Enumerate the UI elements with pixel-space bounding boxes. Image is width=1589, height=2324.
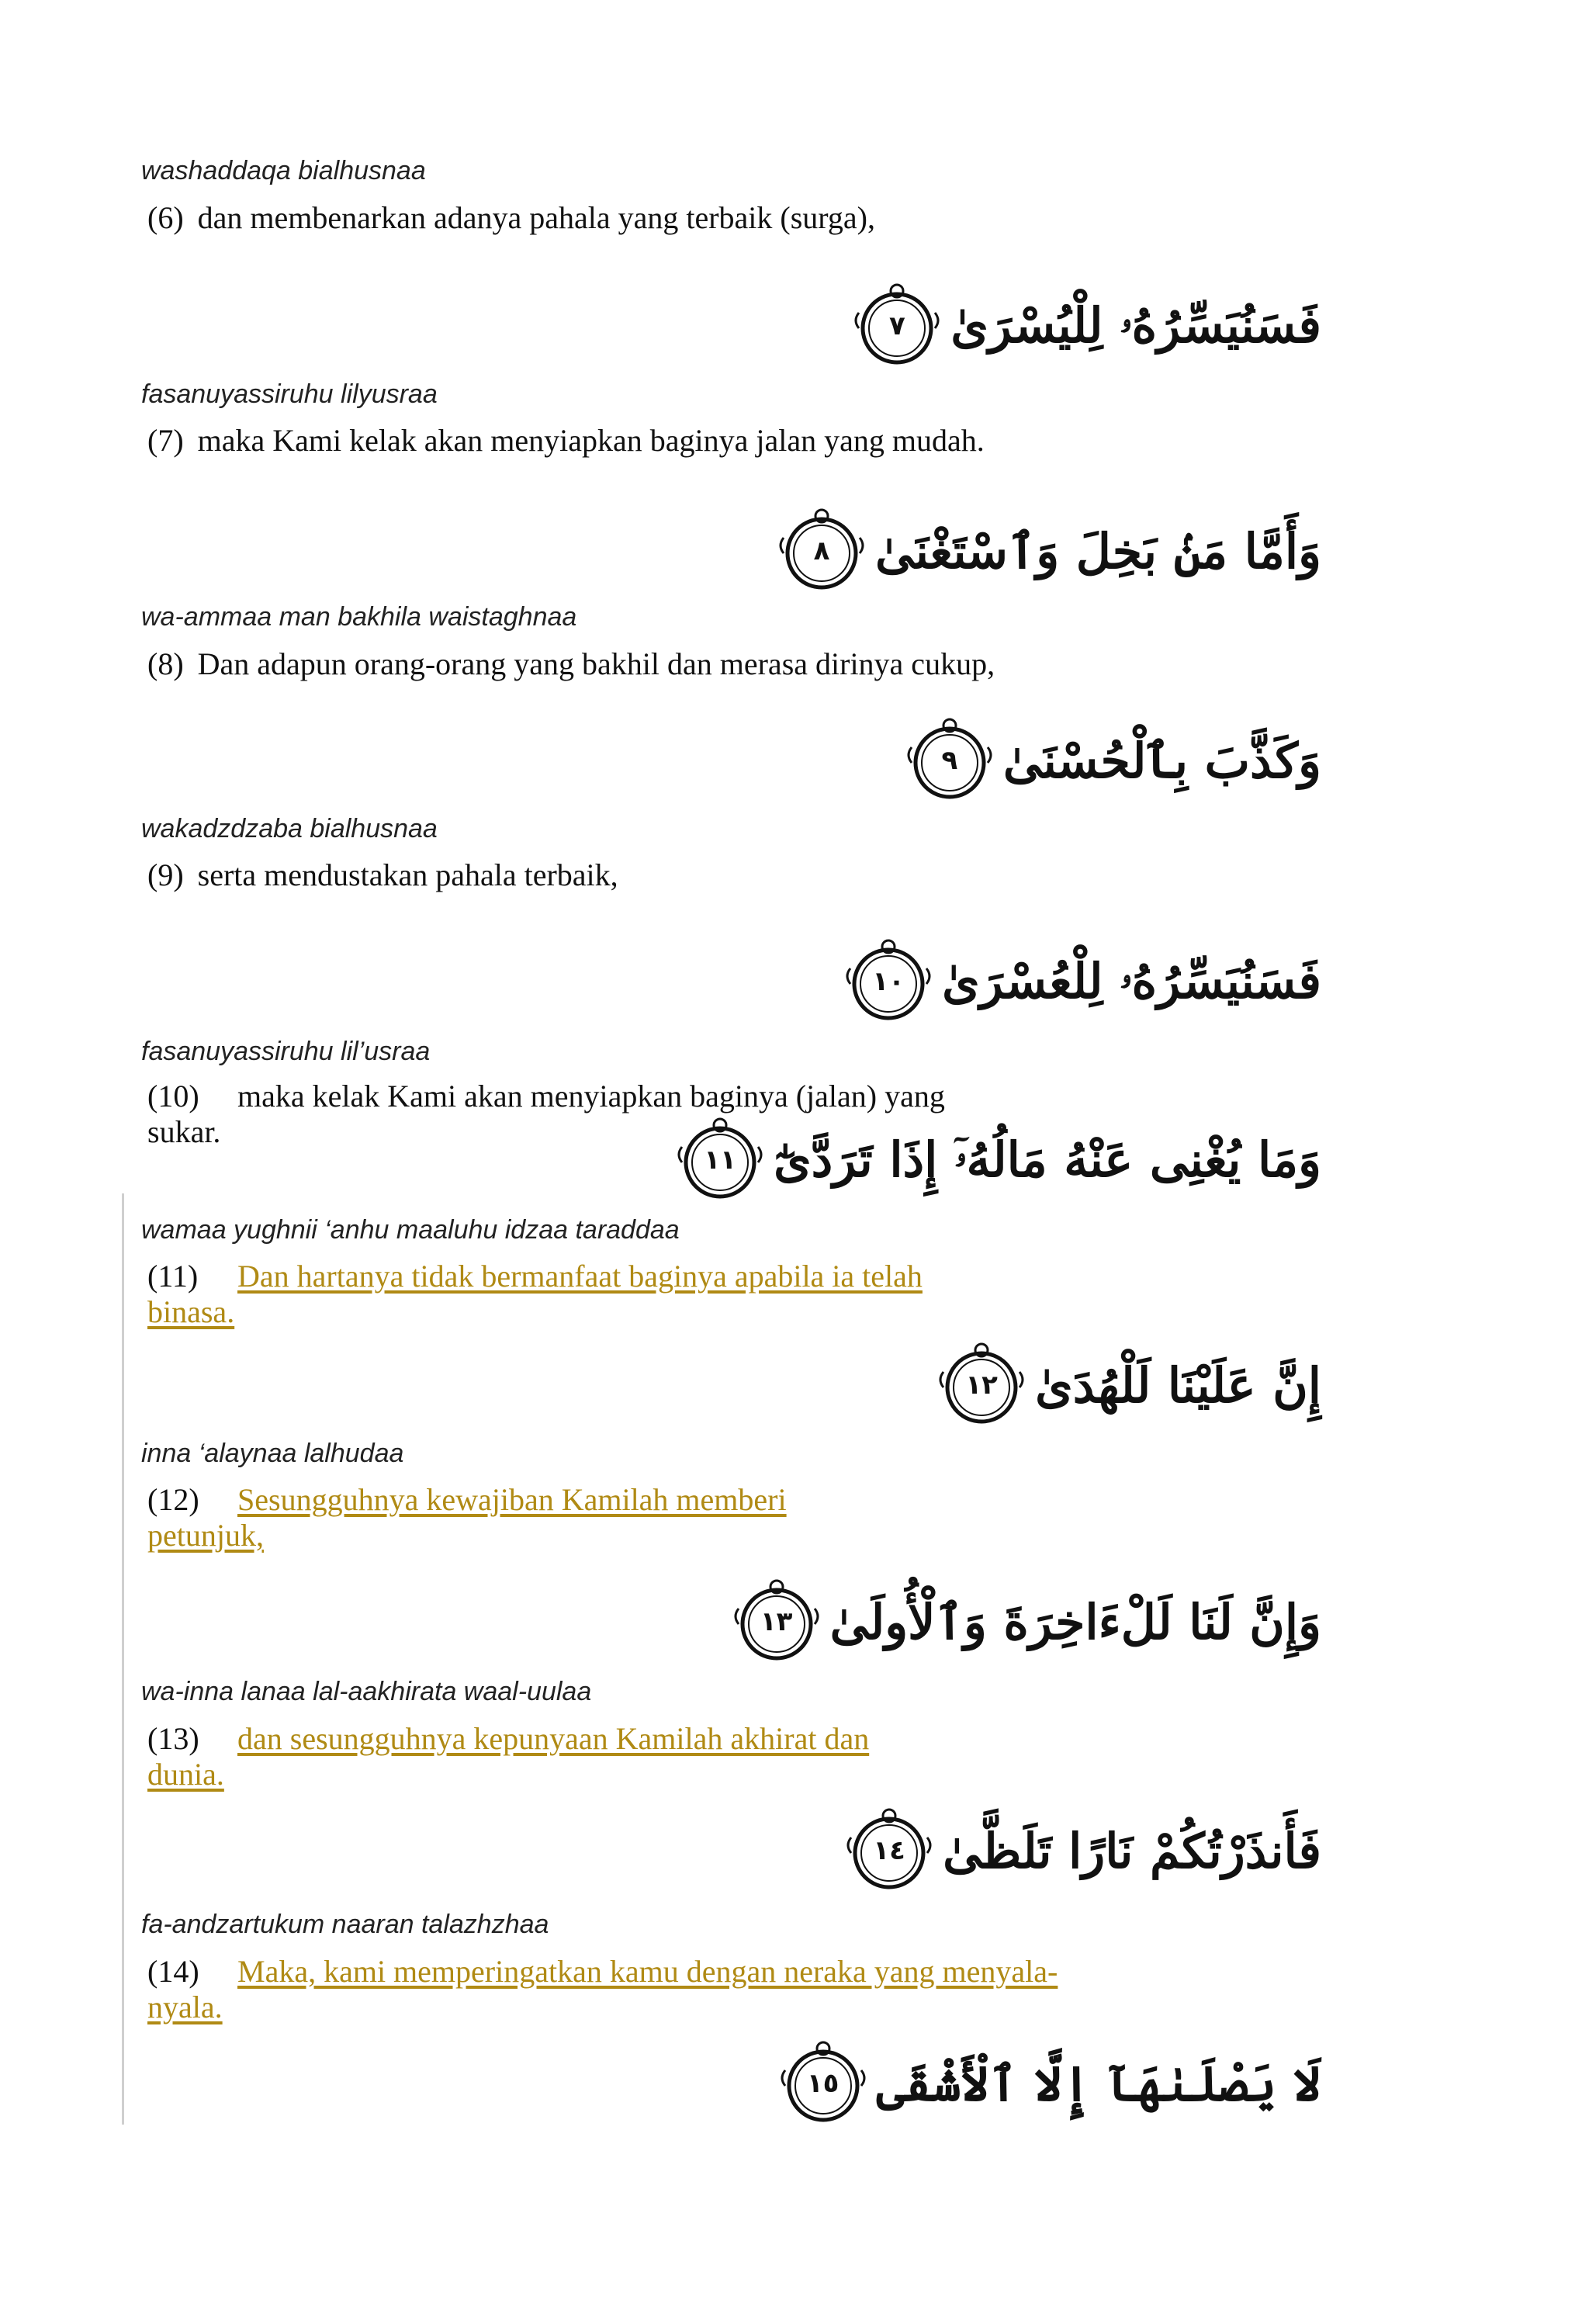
ayah-number-medallion <box>674 1114 766 1206</box>
translation-text: serta mendustakan pahala terbaik, <box>197 857 618 892</box>
transliteration-13: wa-inna lanaa lal-aakhirata waal-uulaa <box>141 1677 592 1706</box>
transliteration-7: fasanuyassiruhu lilyusraa <box>141 379 438 409</box>
translation-link[interactable]: Sesungguhnya kewajiban Kamilah memberi <box>237 1482 787 1517</box>
verse-number: (9) <box>147 857 184 892</box>
verse-number: (11) <box>147 1259 199 1294</box>
translation-11 <box>147 1259 923 1330</box>
ayah-number: ٨ <box>813 535 830 566</box>
arabic-text: فَسَنُيَسِّرُهُۥ لِلْيُسْرَىٰ <box>950 297 1321 354</box>
arabic-verse-10 <box>843 939 1321 1024</box>
verse-number: (6) <box>147 200 184 235</box>
ayah-number: ١٢ <box>965 1370 998 1401</box>
arabic-text: إِنَّ عَلَيْنَا لَلْهُدَىٰ <box>1035 1356 1321 1414</box>
translation-link-continued[interactable]: binasa. <box>147 1294 235 1329</box>
ayah-number: ١٤ <box>873 1835 905 1866</box>
ayah-number-medallion <box>843 1805 935 1896</box>
transliteration-8: wa-ammaa man bakhila waistaghnaa <box>141 602 577 632</box>
translation-7 <box>147 423 985 459</box>
transliteration-14: fa-andzartukum naaran talazhzhaa <box>141 1910 549 1939</box>
translation-8 <box>147 646 995 682</box>
verse-number: (12) <box>147 1482 199 1517</box>
translation-12 <box>147 1482 787 1553</box>
verse-number: (7) <box>147 423 184 458</box>
arabic-text: وَمَا يُغْنِى عَنْهُ مَالُهُۥٓ إِذَا تَرَدَّىٰٓ <box>774 1131 1321 1188</box>
arabic-verse-12 <box>936 1342 1321 1428</box>
translation-14 <box>147 1954 1058 2025</box>
translation-link[interactable]: Dan hartanya tidak bermanfaat baginya apabila ia telah <box>237 1259 923 1294</box>
ayah-number: ١٥ <box>806 2068 840 2099</box>
arabic-verse-15 <box>777 2041 1321 2126</box>
arabic-verse-11 <box>674 1117 1321 1203</box>
translation-text-continued: sukar. <box>147 1114 221 1149</box>
translation-text: Dan adapun orang-orang yang bakhil dan merasa dirinya cukup, <box>197 646 995 681</box>
arabic-text: فَسَنُيَسِّرُهُۥ لِلْعُسْرَىٰ <box>942 953 1321 1010</box>
translation-text: maka Kami kelak akan menyiapkan baginya jalan yang mudah. <box>197 423 985 458</box>
verse-number: (14) <box>147 1954 199 1989</box>
ayah-number: ١١ <box>704 1145 736 1176</box>
translation-link[interactable]: dan sesungguhnya kepunyaan Kamilah akhirat dan <box>237 1721 870 1756</box>
arabic-text: وَكَذَّبَ بِٱلْحُسْنَىٰ <box>1002 732 1321 789</box>
translation-9 <box>147 857 618 893</box>
verse-number: (13) <box>147 1721 199 1756</box>
ayah-number: ٧ <box>888 310 905 341</box>
arabic-verse-13 <box>731 1579 1321 1664</box>
ayah-number-medallion <box>777 2038 869 2129</box>
arabic-verse-14 <box>843 1808 1321 1893</box>
arabic-text: فَأَنذَرْتُكُمْ نَارًا تَلَظَّىٰ <box>943 1822 1321 1879</box>
translation-13 <box>147 1721 869 1792</box>
translation-text: maka kelak Kami akan menyiapkan baginya (jalan) yang <box>237 1079 945 1114</box>
translation-link-continued[interactable]: petunjuk, <box>147 1518 264 1553</box>
verse-number: (10) <box>147 1079 199 1114</box>
transliteration-12: inna ‘alaynaa lalhudaa <box>141 1439 404 1468</box>
ayah-number-medallion <box>904 715 995 806</box>
ayah-number-medallion <box>936 1339 1027 1431</box>
arabic-text: لَا يَصْلَىٰهَآ إِلَّا ٱلْأَشْقَى <box>876 2055 1321 2112</box>
translation-link-continued[interactable]: dunia. <box>147 1757 224 1792</box>
arabic-verse-8 <box>776 508 1321 594</box>
translation-6 <box>147 200 875 236</box>
sidebar-line <box>122 1193 124 2125</box>
ayah-number: ١٣ <box>760 1606 793 1637</box>
transliteration-11: wamaa yughnii ‘anhu maaluhu idzaa taraddaa <box>141 1215 680 1245</box>
ayah-number: ١٠ <box>872 966 905 997</box>
transliteration-10: fasanuyassiruhu lil’usraa <box>141 1037 431 1066</box>
ayah-number-medallion <box>731 1576 822 1668</box>
translation-link[interactable]: Maka, kami memperingatkan kamu dengan neraka yang menyala- <box>237 1954 1058 1989</box>
ayah-number: ٩ <box>941 745 958 776</box>
arabic-verse-9 <box>904 718 1321 803</box>
arabic-text: وَأَمَّا مَنۢ بَخِلَ وَٱسْتَغْنَىٰ <box>874 522 1321 580</box>
arabic-verse-7 <box>851 283 1321 369</box>
transliteration-6: washaddaqa bialhusnaa <box>141 156 426 185</box>
arabic-text: وَإِنَّ لَنَا لَلْءَاخِرَةَ وَٱلْأُولَىٰ <box>829 1593 1321 1650</box>
ayah-number-medallion <box>776 505 867 597</box>
translation-text: dan membenarkan adanya pahala yang terbaik (surga), <box>197 200 875 235</box>
transliteration-9: wakadzdzaba bialhusnaa <box>141 814 438 843</box>
translation-link-continued[interactable]: nyala. <box>147 1990 223 2024</box>
ayah-number-medallion <box>851 280 943 372</box>
ayah-number-medallion <box>843 936 934 1027</box>
verse-number: (8) <box>147 646 184 681</box>
